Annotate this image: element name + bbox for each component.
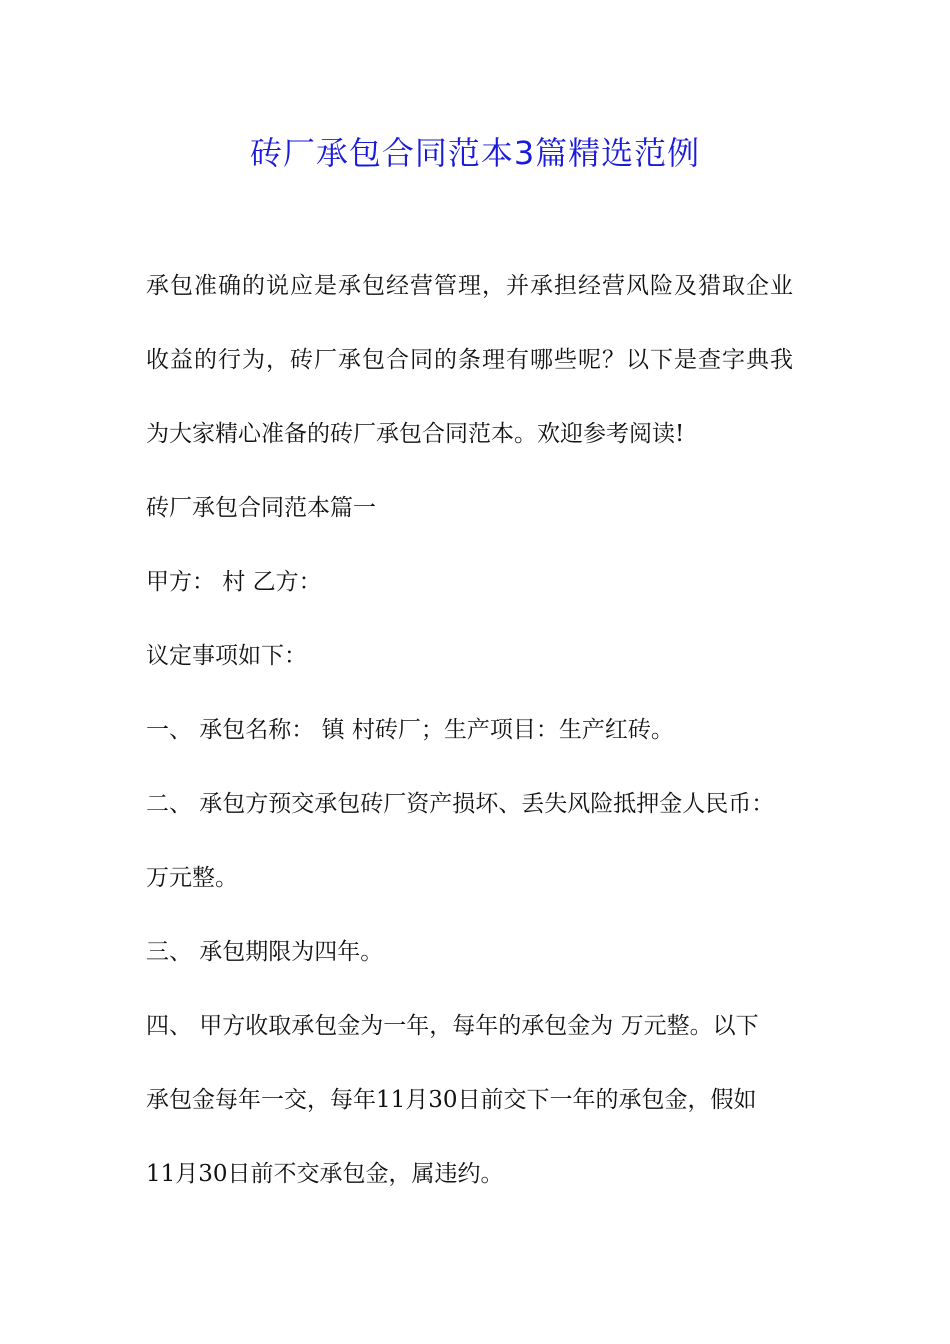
clause-item-continued: 11月30日前不交承包金，属违约。: [146, 1161, 504, 1187]
clause-item: 四、 甲方收取承包金为一年，每年的承包金为 万元整。以下: [146, 1013, 759, 1039]
clause-item-continued: 万元整。: [146, 865, 238, 891]
paragraph-line: 为大家精心准备的砖厂承包合同范本。欢迎参考阅读!: [146, 421, 685, 447]
paragraph-line: 议定事项如下：: [146, 643, 307, 669]
document-body: [146, 256, 816, 1218]
section-heading: 砖厂承包合同范本篇一: [146, 495, 376, 521]
paragraph-line: 承包准确的说应是承包经营管理，并承担经营风险及猎取企业: [146, 273, 794, 299]
clause-item: 二、 承包方预交承包砖厂资产损坏、丢失风险抵押金人民币：: [146, 791, 775, 817]
clause-item: 三、 承包期限为四年。: [146, 939, 384, 965]
parties-line: 甲方： 村 乙方：: [146, 569, 322, 595]
clause-item-continued: 承包金每年一交，每年11月30日前交下一年的承包金，假如: [146, 1087, 757, 1113]
paragraph-line: 收益的行为，砖厂承包合同的条理有哪些呢？以下是查字典我: [146, 347, 794, 373]
document-title: 砖厂承包合同范本3篇精选范例: [249, 134, 701, 172]
clause-item: 一、 承包名称： 镇 村砖厂；生产项目：生产红砖。: [146, 717, 674, 743]
